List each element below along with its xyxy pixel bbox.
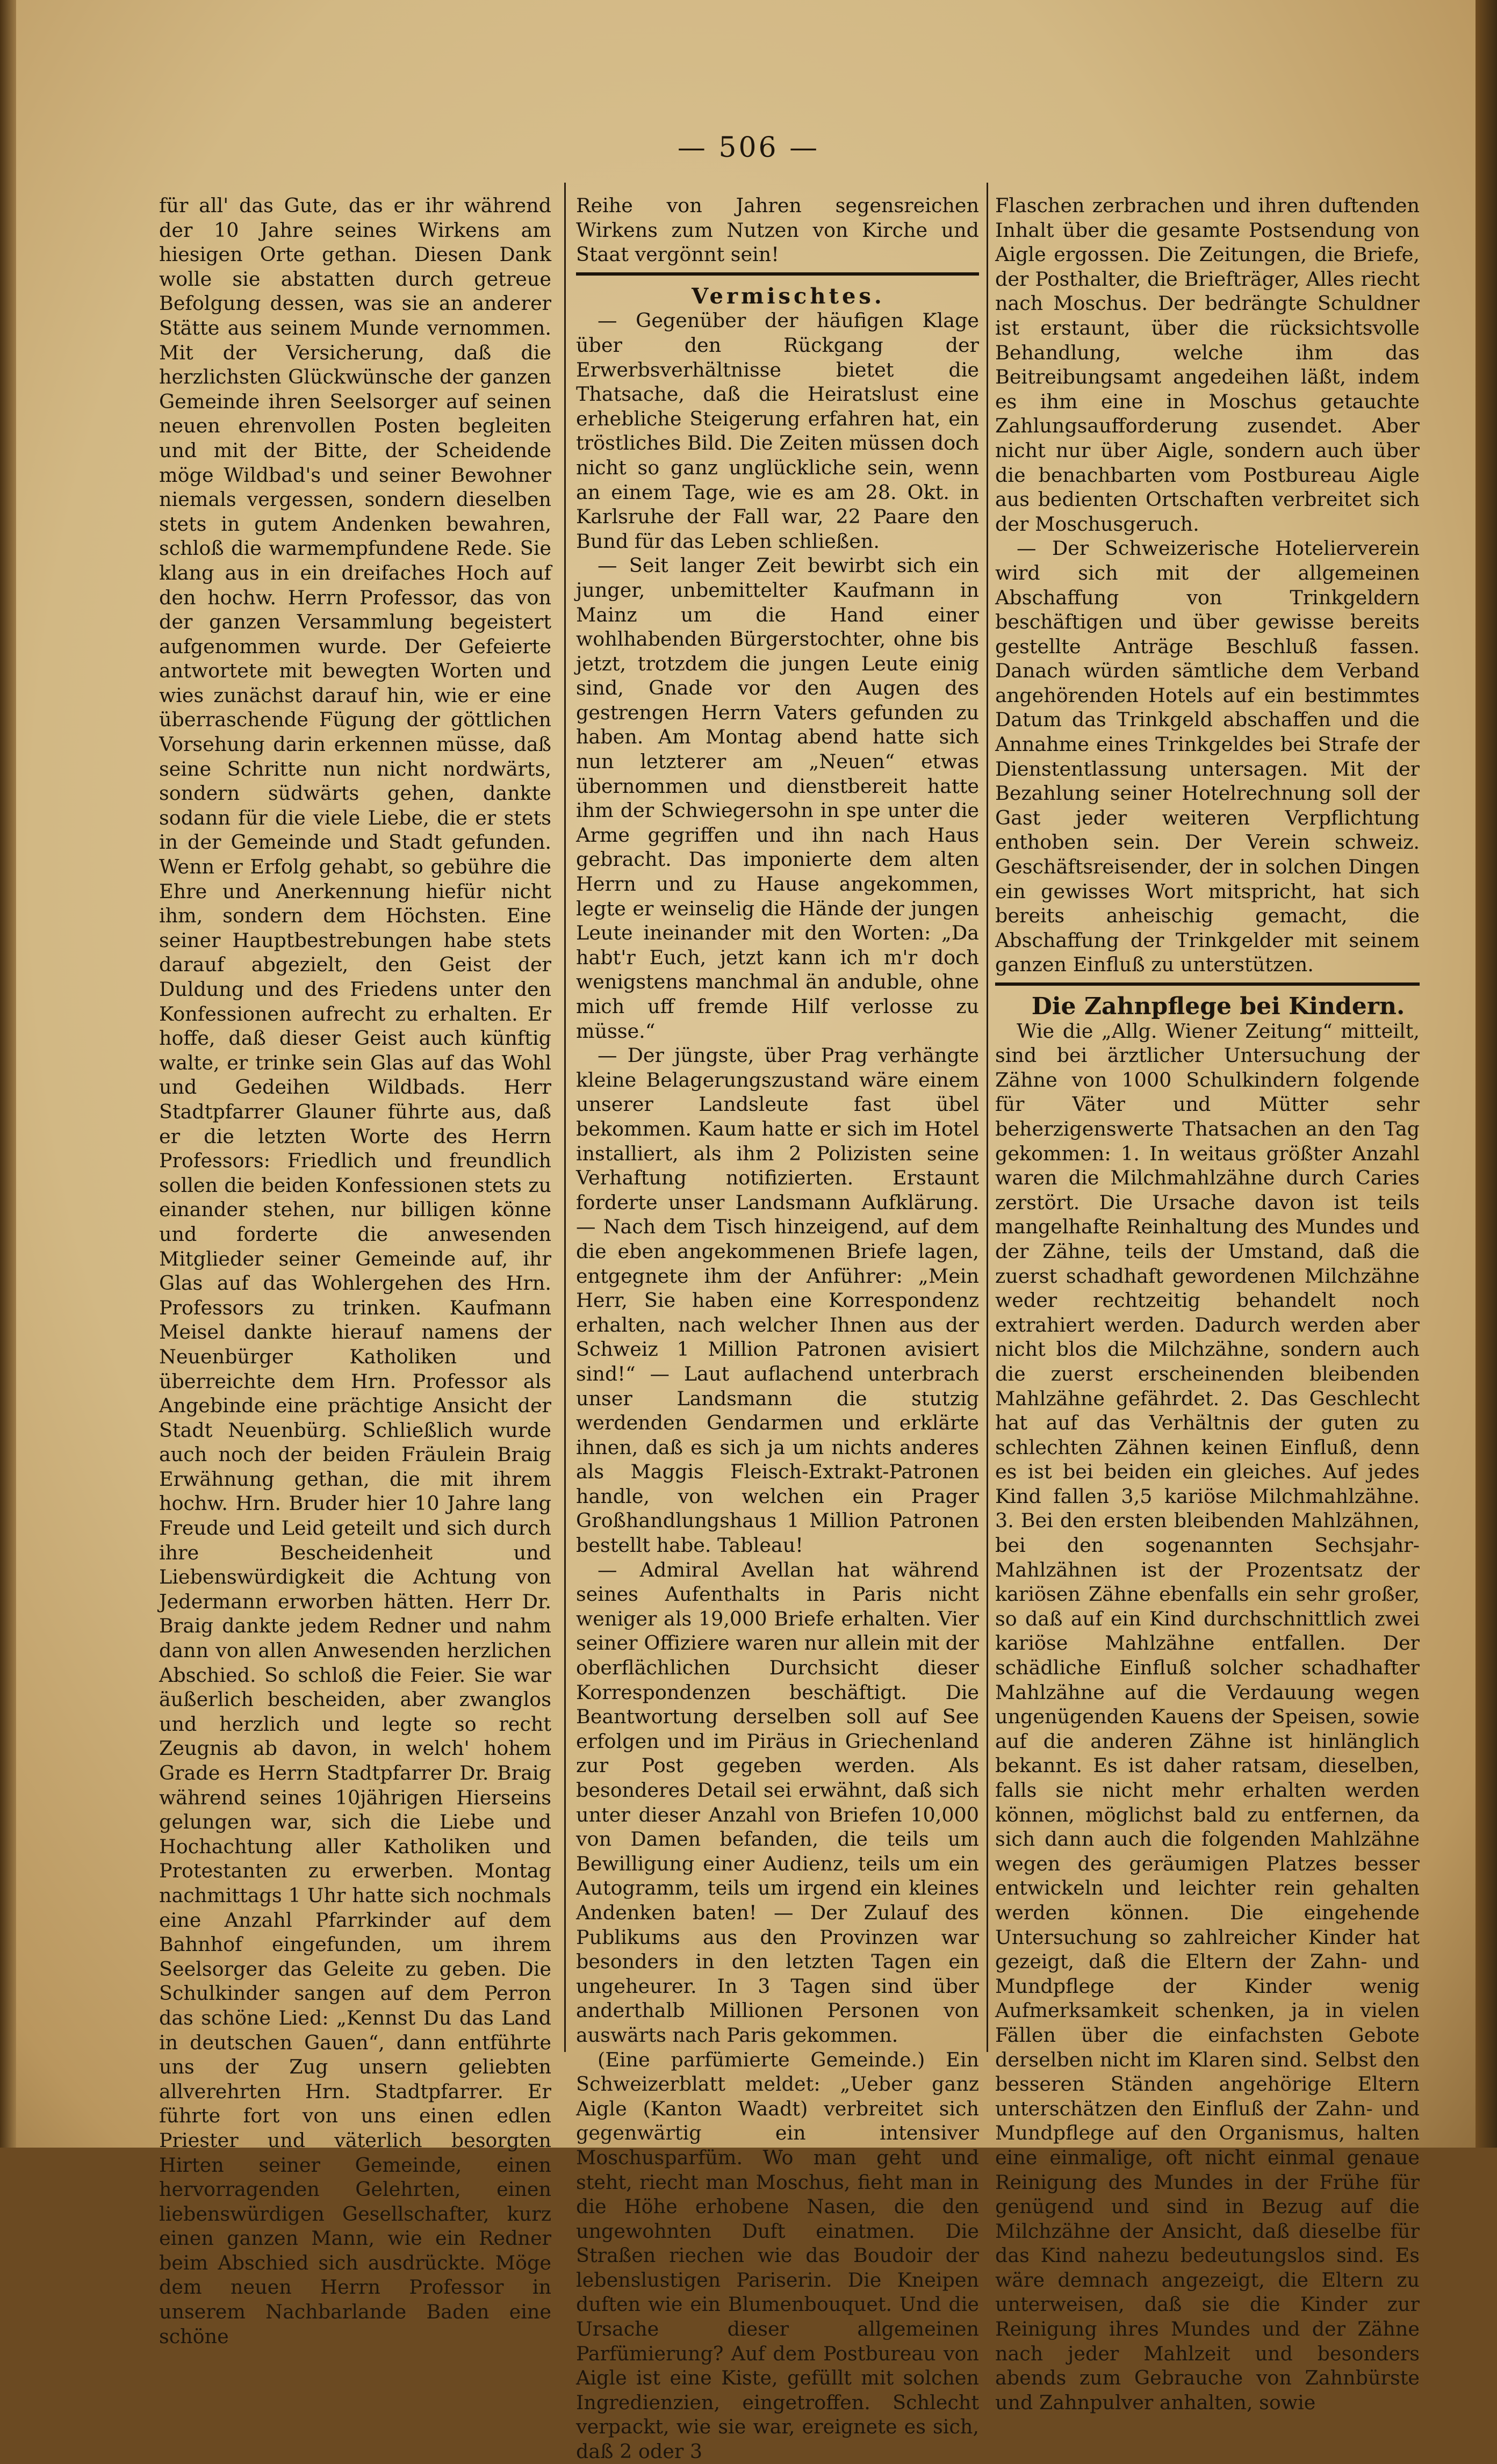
page-number: — 506 — — [677, 132, 820, 164]
paragraph: Reihe von Jahren segensreichen Wirkens zum Nutzen von Kirche und Staat vergönnt sein! — [576, 194, 979, 266]
column-2 — [576, 193, 979, 2463]
article-title: Die Zahnpflege bei Kindern. — [1031, 993, 1405, 1020]
paragraph: für all' das Gute, das er ihr während der 10 Jahre seines Wirkens am hiesigen Orte gethan. Diesen Dank wolle sie abstatten durch getreue Befolgung dessen, was sie an anderer Stätte aus seinem Munde vernommen. Mit der Versicherung, daß die herzlichsten Glückwünsche der ganzen Gemeinde ihren Seelsorger auf seinen neuen ehrenvollen Posten begleiten und mit der Bitte, der Scheidende möge Wildbad's und seiner Bewohner niemals vergessen, sondern dieselben stets in gutem Andenken bewahren, schloß die warmempfundene Rede. Sie klang aus in ein dreifaches Hoch auf den hochw. Herrn Professor, das von der ganzen Versammlung begeistert aufgenommen wurde. Der Gefeierte antwortete mit bewegten Worten und wies zunächst darauf hin, wie er eine überraschende Fügung der göttlichen Vorsehung darin erkennen müsse, daß seine Schritte nun nicht nordwärts, sondern südwärts gehen, dankte sodann für die viele Liebe, die er stets in der Gemeinde und Stadt gefunden. Wenn er Erfolg gehabt, so gebühre die Ehre und Anerkennung hiefür nicht ihm, sondern dem Höchsten. Eine seiner Hauptbestrebungen habe stets darauf abgezielt, den Geist der Duldung und des Friedens unter den Konfessionen aufrecht zu erhalten. Er hoffe, daß dieser Geist auch künftig walte, er trinke sein Glas auf das Wohl und Gedeihen Wildbads. Herr Stadtpfarrer Glauner führte aus, daß er die letzten Worte des Herrn Professors: Friedlich und freundlich sollen die beiden Konfessionen stets zu einander stehen, nur billigen könne und forderte die anwesenden Mitglieder seiner Gemeinde auf, ihr Glas auf das Wohlergehen des Hrn. Professors zu trinken. Kaufmann Meisel dankte hierauf namens der Neuenbürger Katholiken und überreichte dem Hrn. Professor als Angebinde eine prächtige Ansicht der Stadt Neuenbürg. Schließlich wurde auch noch der beiden Fräulein Braig Erwähnung gethan, die mit ihrem hochw. Hrn. Bruder hier 10 Jahre lang Freude und Leid geteilt und sich durch ihre Bescheidenheit und Liebenswürdigkeit die Achtung von Jedermann erworben hätten. Herr Dr. Braig dankte jedem Redner und nahm dann von allen Anwesenden herzlichen Abschied. So schloß die Feier. Sie war äußerlich bescheiden, aber zwanglos und herzlich und legte so recht Zeugnis ab davon, in welch' hohem Grade es Herrn Stadtpfarrer Dr. Braig während seines 10jährigen Hierseins gelungen war, sich die Liebe und Hochachtung aller Katholiken und Protestanten zu erwerben. Montag nachmittags 1 Uhr hatte sich nochmals eine Anzahl Pfarrkinder auf dem Bahnhof eingefunden, um ihrem Seelsorger das Geleite zu geben. Die Schulkinder sangen auf dem Perron das schöne Lied: „Kennst Du das Land in deutschen Gauen“, dann entführte uns der Zug unsern geliebten allverehrten Hrn. Stadtpfarrer. Er führte fort von uns einen edlen Priester und väterlich besorgten Hirten seiner Gemeinde, einen hervorragenden Gelehrten, einen liebenswürdigen Gesellschafter, kurz einen ganzen Mann, wie ein Redner beim Abschied sich ausdrückte. Möge dem neuen Herrn Professor in unserem Nachbarlande Baden eine schöne — [159, 194, 551, 2348]
column-divider — [987, 183, 988, 2052]
column-1 — [159, 193, 551, 2348]
paragraph: — Der jüngste, über Prag verhängte kleine Belagerungszustand wäre einem unserer Landsleute fast übel bekommen. Kaum hatte er sich im Hotel installiert, als ihm 2 Polizisten seine Verhaftung notifizierten. Erstaunt forderte unser Landsmann Aufklärung. — Nach dem Tisch hinzeigend, auf dem die eben angekommenen Briefe lagen, entgegnete ihm der Anführer: „Mein Herr, Sie haben eine Korrespondenz erhalten, nach welcher Ihnen aus der Schweiz 1 Million Patronen avisiert sind!“ — Laut auflachend unterbrach unser Landsmann die stutzig werdenden Gendarmen und erklärte ihnen, daß es sich ja um nichts anderes als Maggis Fleisch-Extrakt-Patronen handle, von welchen ein Prager Großhandlungshaus 1 Million Patronen bestellt habe. Tableau! — [576, 1044, 979, 1557]
paragraph: (Eine parfümierte Gemeinde.) Ein Schweizerblatt meldet: „Ueber ganz Aigle (Kanton Waadt) verbreitet sich gegenwärtig ein intensiver Moschusparfüm. Wo man geht und steht, riecht man Moschus, fieht man in die Höhe erhobene Nasen, die den ungewohnten Duft einatmen. Die Straßen riechen wie das Boudoir der lebenslustigen Pariserin. Die Kneipen duften wie ein Blumenbouquet. Und die Ursache dieser allgemeinen Parfümierung? Auf dem Postbureau von Aigle ist eine Kiste, gefüllt mit solchen Ingredienzien, eingetroffen. Schlecht verpackt, wie sie war, ereignete es sich, daß 2 oder 3 — [576, 2048, 979, 2463]
paragraph: Wie die „Allg. Wiener Zeitung“ mitteilt, sind bei ärztlicher Untersuchung der Zähne von 1000 Schulkindern folgende für Väter und Mütter sehr beherzigenswerte Thatsachen an den Tag gekommen: 1. In weitaus größter Anzahl waren die Milchmahlzähne durch Caries zerstört. Die Ursache davon ist teils mangelhafte Reinhaltung des Mundes und der Zähne, teils der Umstand, daß die zuerst schadhaft gewordenen Milchzähne weder rechtzeitig behandelt noch extrahiert werden. Dadurch werden aber nicht blos die Milchzähne, sondern auch die zuerst erscheinenden bleibenden Mahlzähne gefährdet. 2. Das Geschlecht hat auf das Verhältnis der guten zu schlechten Zähnen keinen Einfluß, denn es ist bei beiden ein gleiches. Auf jedes Kind fallen 3,5 kariöse Milchmahlzähne. 3. Bei den ersten bleibenden Mahlzähnen, bei den sogenannten Sechsjahr-Mahlzähnen ist der Prozentsatz der kariösen Zähne ebenfalls ein sehr großer, so daß auf ein Kind durchschnittlich zwei kariöse Mahlzähne entfallen. Der schädliche Einfluß solcher schadhafter Mahlzähne auf die Verdauung wegen ungenügenden Kauens der Speisen, sowie auf die anderen Zähne ist hinlänglich bekannt. Es ist daher ratsam, dieselben, falls sie nicht mehr erhalten werden können, möglichst bald zu entfernen, da sich dann auch die folgenden Mahlzähne wegen des geräumigen Platzes besser entwickeln und leichter rein gehalten werden können. Die eingehende Untersuchung so zahlreicher Kinder hat gezeigt, daß die Eltern der Zahn- und Mundpflege der Kinder wenig Aufmerksamkeit schenken, ja in vielen Fällen über die einfachsten Gebote derselben nicht im Klaren sind. Selbst den besseren Ständen angehörige Eltern unterschätzen den Einfluß der Zahn- und Mundpflege auf den Organismus, halten eine einmalige, oft nicht einmal genaue Reinigung des Mundes in der Frühe für genügend und sind in Bezug auf die Milchzähne der Ansicht, daß dieselbe für das Kind nahezu bedeutungslos sind. Es wäre demnach angezeigt, die Eltern zu unterweisen, daß sie die Kinder zur Reinigung ihres Mundes und der Zähne nach jeder Mahlzeit und besonders abends zum Gebrauche von Zahnbürste und Zahnpulver anhalten, sowie — [995, 1019, 1420, 2414]
article-rule — [995, 982, 1420, 986]
page-left-edge — [0, 0, 16, 2148]
section-rule — [576, 272, 979, 276]
page-right-edge — [1476, 0, 1497, 2148]
paragraph: — Der Schweizerische Hotelierverein wird sich mit der allgemeinen Abschaffung von Trinkgeldern beschäftigen und über gewisse bereits gestellte Anträge Beschluß fassen. Danach würden sämtliche dem Verband angehörenden Hotels auf ein bestimmtes Datum das Trinkgeld abschaffen und die Annahme eines Trinkgeldes bei Strafe der Dienstentlassung untersagen. Mit der Bezahlung seiner Hotelrechnung soll der Gast jeder weiteren Verpflichtung enthoben sein. Der Verein schweiz. Geschäftsreisender, der in solchen Dingen ein gewisses Wort mitspricht, hat sich bereits anheischig gemacht, die Abschaffung der Trinkgelder mit seinem ganzen Einfluß zu unterstützen. — [995, 537, 1420, 977]
paragraph: Flaschen zerbrachen und ihren duftenden Inhalt über die gesamte Postsendung von Aigle ergossen. Die Zeitungen, die Briefe, der Posthalter, die Briefträger, Alles riecht nach Moschus. Der bedrängte Schuldner ist erstaunt, über die rücksichtsvolle Behandlung, welche ihm das Beitreibungsamt angedeihen läßt, indem es ihm eine in Moschus getauchte Zahlungsaufforderung zusendet. Aber nicht nur über Aigle, sondern auch über die benachbarten vom Postbureau Aigle aus bedienten Ortschaften verbreitet sich der Moschusgeruch. — [995, 194, 1420, 536]
column-3 — [995, 193, 1420, 2414]
section-title: Vermischtes. — [692, 283, 885, 309]
paragraph: — Seit langer Zeit bewirbt sich ein junger, unbemittelter Kaufmann in Mainz um die Hand einer wohlhabenden Bürgerstochter, ohne bis jetzt, trotzdem die jungen Leute einig sind, Gnade vor den Augen des gestrengen Herrn Vaters gefunden zu haben. Am Montag abend hatte sich nun letzterer am „Neuen“ etwas übernommen und dienstbereit hatte ihm der Schwiegersohn in spe unter die Arme gegriffen und ihn nach Haus gebracht. Das imponierte dem alten Herrn und zu Hause angekommen, legte er weinselig die Hände der jungen Leute ineinander mit den Worten: „Da habt'r Euch, jetzt kann ich m'r doch wenigstens manchmal än anduble, ohne mich uff fremde Hilf verlosse zu müsse.“ — [576, 554, 979, 1043]
column-divider — [564, 183, 566, 2052]
paragraph: — Admiral Avellan hat während seines Aufenthalts in Paris nicht weniger als 19,000 Briefe erhalten. Vier seiner Offiziere waren nur allein mit der oberflächlichen Durchsicht dieser Korrespondenzen beschäftigt. Die Beantwortung derselben soll auf See erfolgen und im Piräus in Griechenland zur Post gegeben werden. Als besonderes Detail sei erwähnt, daß sich unter dieser Anzahl von Briefen 10,000 von Damen befanden, die teils um Bewilligung einer Audienz, teils um ein Autogramm, teils um irgend ein kleines Andenken baten! — Der Zulauf des Publikums aus den Provinzen war besonders in den letzten Tagen ein ungeheurer. In 3 Tagen sind über anderthalb Millionen Personen von auswärts nach Paris gekommen. — [576, 1558, 979, 2047]
paragraph: — Gegenüber der häufigen Klage über den Rückgang der Erwerbsverhältnisse bietet die Thatsache, daß die Heiratslust eine erhebliche Steigerung erfahren hat, ein tröstliches Bild. Die Zeiten müssen doch nicht so ganz unglückliche sein, wenn an einem Tage, wie es am 28. Okt. in Karlsruhe der Fall war, 22 Paare den Bund für das Leben schließen. — [576, 309, 979, 553]
